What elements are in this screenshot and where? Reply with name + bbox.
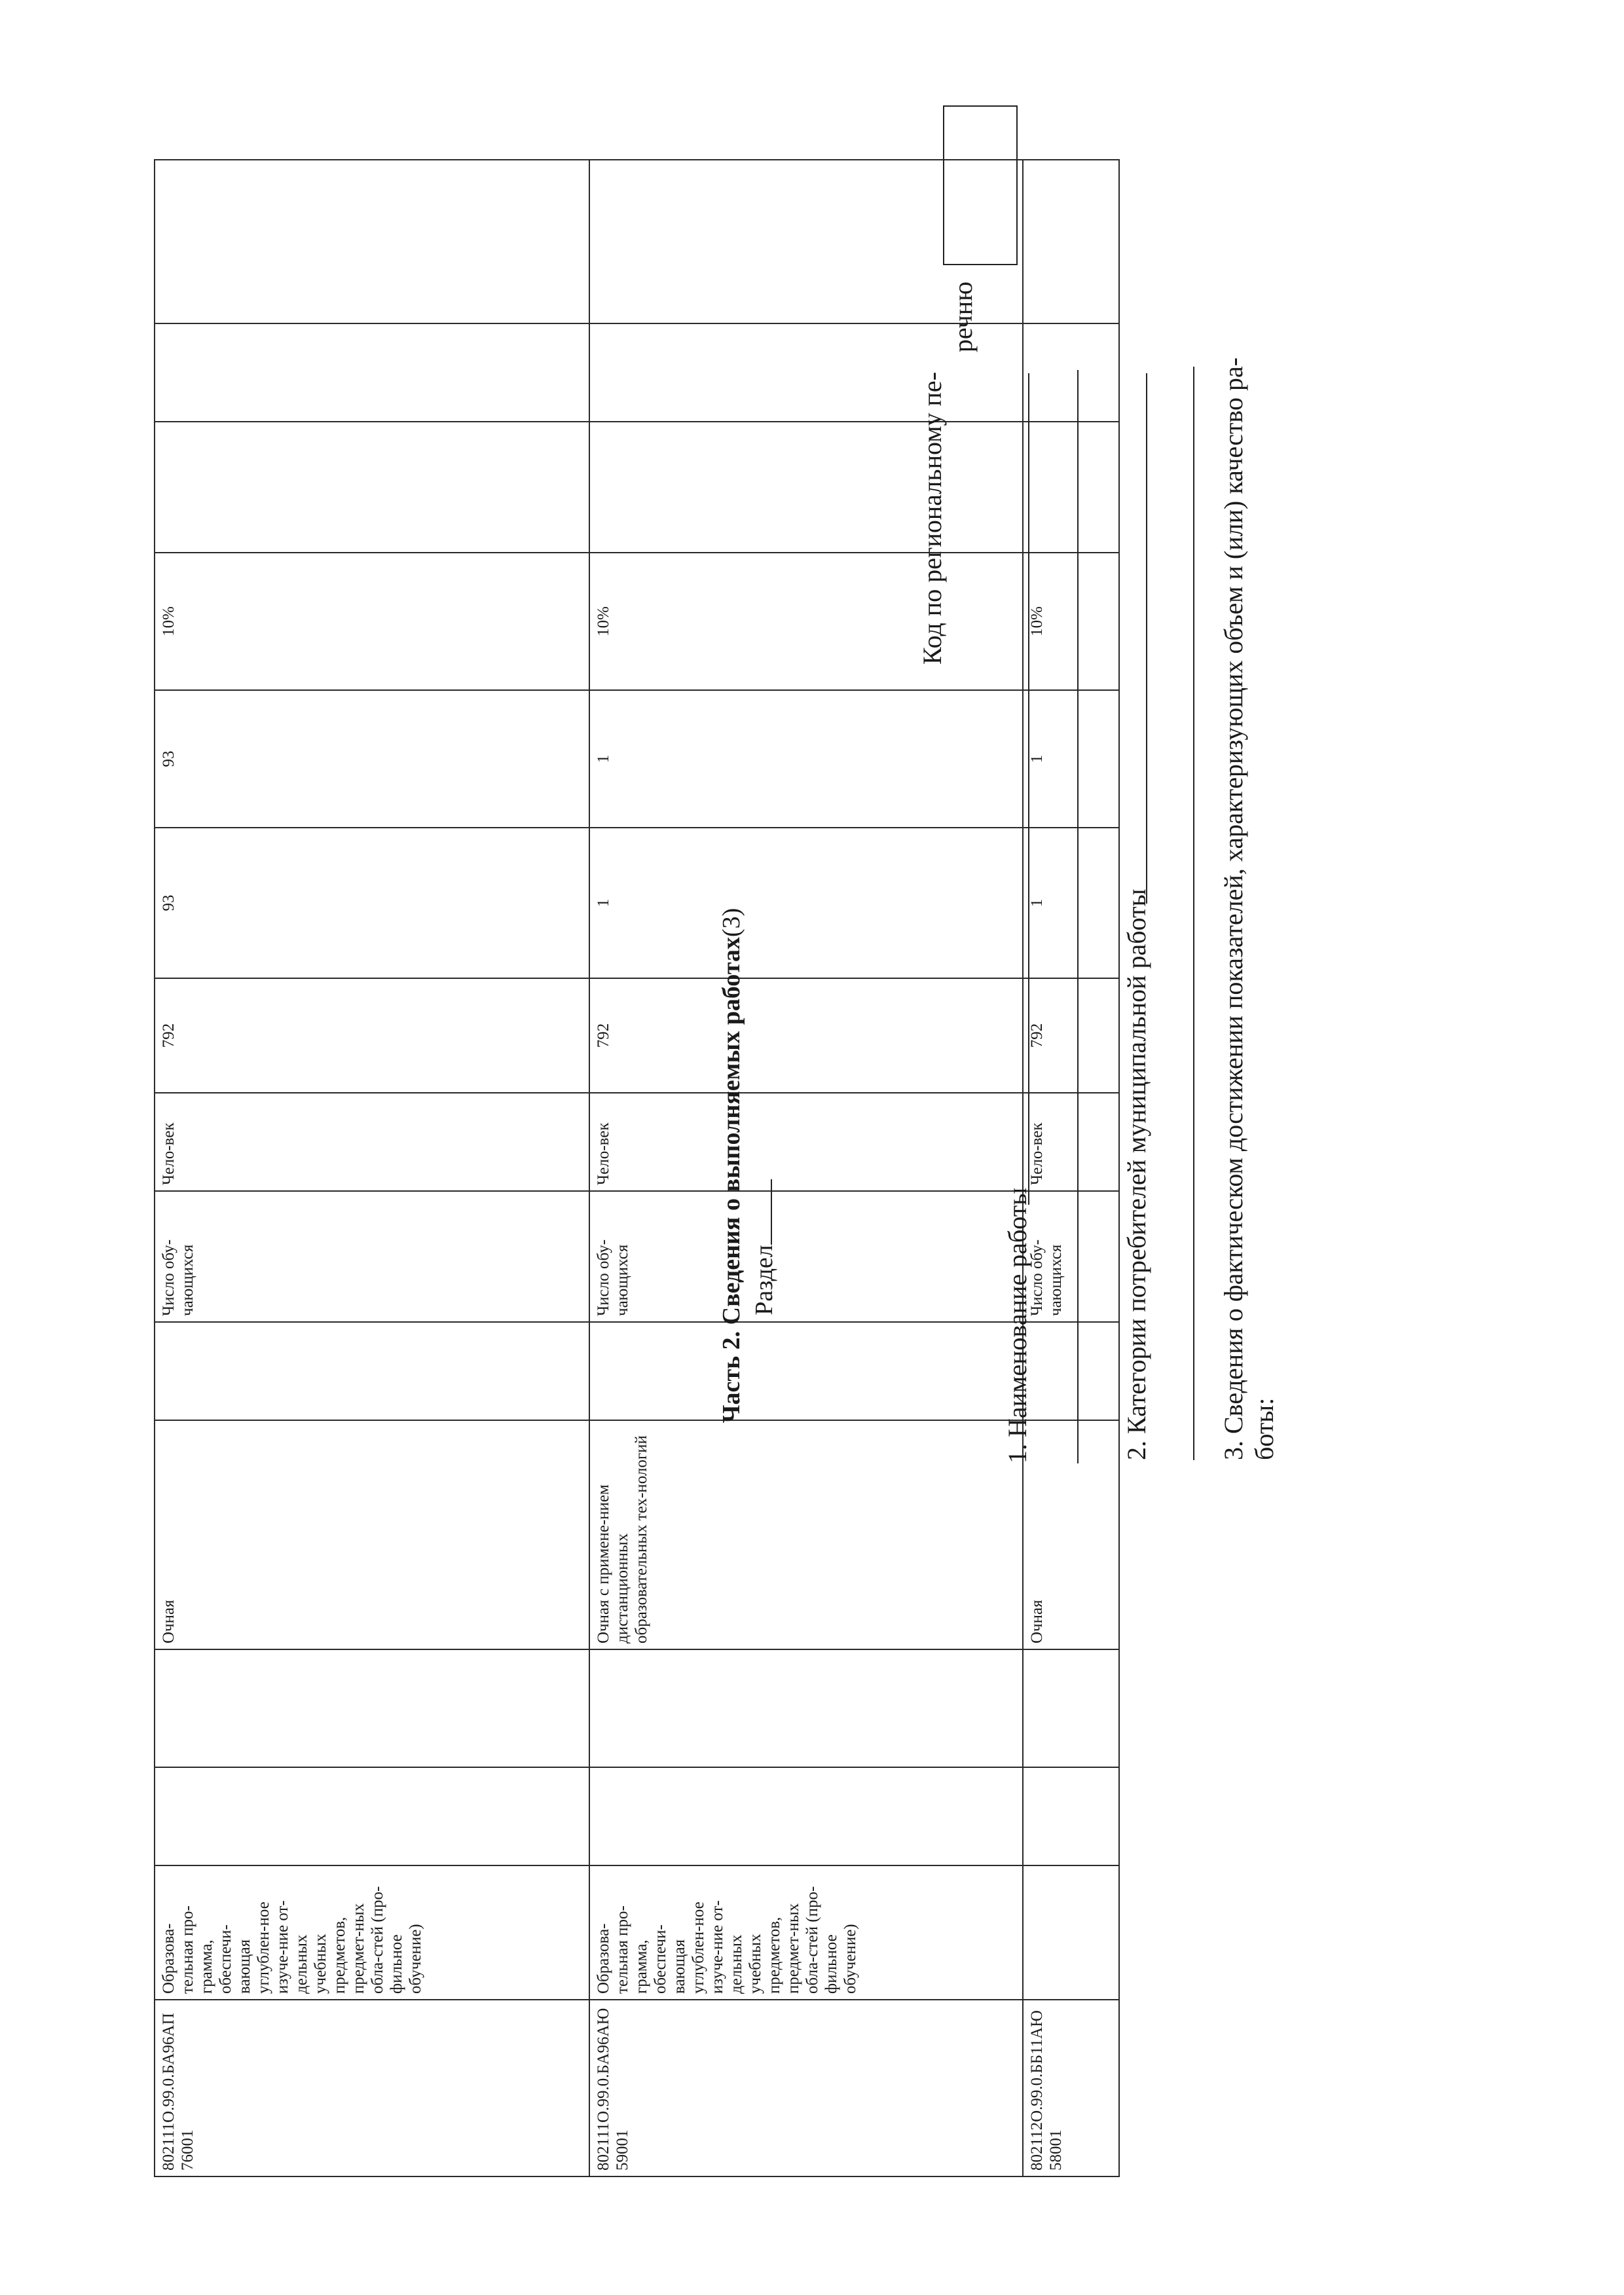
empty-cell xyxy=(155,1322,589,1420)
okei-code-cell: 792 xyxy=(1023,978,1119,1093)
allowed-deviation-cell: 10% xyxy=(155,553,589,690)
registry-code-cell: 802111О.99.0.БА96АЮ59001 xyxy=(589,2000,1023,2176)
empty-cell xyxy=(1023,1649,1119,1767)
section3-line2: боты: xyxy=(1249,1397,1279,1460)
approved-value-cell: 1 xyxy=(589,828,1023,978)
work-name-input[interactable] xyxy=(1028,373,1029,1205)
work-name-extra-line xyxy=(1077,370,1079,1463)
approved-value-cell: 1 xyxy=(1023,828,1119,978)
empty-cell xyxy=(589,1322,1023,1420)
okei-code-cell: 792 xyxy=(155,978,589,1093)
table-row xyxy=(155,160,589,2176)
indicator-name-cell: Число обу-чающихся xyxy=(155,1191,589,1322)
part-title xyxy=(717,822,746,1509)
program-content-cell: Образова-тельная про-грамма, обеспечи-вающая углублен-ное изуче-ние от-дельных учебных предметов, предмет-ных обла-стей (про-фильное обучение) xyxy=(589,1865,1023,2000)
registry-code-cell: 802112О.99.0.ББ11АЮ58001 xyxy=(1023,2000,1119,2176)
section-number-blank xyxy=(771,1179,772,1245)
empty-cell xyxy=(155,1649,589,1767)
consumer-category-row xyxy=(1121,889,1152,1460)
empty-cell xyxy=(1023,1767,1119,1865)
consumer-category-label: 2. Категории потребителей муниципальной работы xyxy=(1122,889,1151,1460)
actual-value-cell: 1 xyxy=(589,690,1023,828)
consumer-category-input[interactable] xyxy=(1146,373,1147,904)
regional-code-label-line2: речню xyxy=(948,282,978,353)
unit-cell: Чело-век xyxy=(589,1093,1023,1191)
indicator-name-cell: Число обу-чающихся xyxy=(1023,1191,1119,1322)
empty-cell xyxy=(589,1649,1023,1767)
work-name-label: 1. Наименование работы xyxy=(1003,1187,1032,1463)
regional-code-label xyxy=(917,272,978,665)
work-name-row xyxy=(1002,1188,1033,1463)
unit-cell: Чело-век xyxy=(1023,1093,1119,1191)
empty-cell xyxy=(1023,1322,1119,1420)
regional-code-label-line1: Код по региональному пе- xyxy=(917,371,947,665)
table-row xyxy=(1023,160,1119,2176)
empty-cell xyxy=(1023,323,1119,422)
empty-cell xyxy=(155,422,589,553)
empty-cell xyxy=(1023,422,1119,553)
section3-text xyxy=(1218,52,1280,1460)
section3-line1: 3. Сведения о фактическом достижении показателей, характеризующих объем и (или) качество ра- xyxy=(1219,357,1248,1460)
part-title-suffix: (3) xyxy=(718,908,745,937)
empty-cell xyxy=(1023,160,1119,323)
empty-cell xyxy=(589,1767,1023,1865)
section-heading xyxy=(750,1169,779,1326)
part-title-bold: Часть 2. Сведения о выполняемых работах xyxy=(718,937,745,1423)
section-label: Раздел xyxy=(750,1245,778,1315)
indicator-name-cell: Число обу-чающихся xyxy=(589,1191,1023,1322)
empty-cell xyxy=(155,1767,589,1865)
registry-code-cell: 802111О.99.0.БА96АП76001 xyxy=(155,2000,589,2176)
allowed-deviation-cell: 10% xyxy=(589,553,1023,690)
unit-cell: Чело-век xyxy=(155,1093,589,1191)
empty-cell xyxy=(155,160,589,323)
empty-cell xyxy=(155,323,589,422)
actual-value-cell: 1 xyxy=(1023,690,1119,828)
program-content-cell: Образова-тельная про-грамма, обеспечи-вающая углублен-ное изуче-ние от-дельных учебных предметов, предмет-ных обла-стей (про-фильное обучение) xyxy=(155,1865,589,2000)
consumer-category-extra-line xyxy=(1193,367,1194,1460)
actual-value-cell: 93 xyxy=(155,690,589,828)
form-cell: Очная с примене-нием дистанционных образовательных тех-нологий xyxy=(589,1420,1023,1649)
approved-value-cell: 93 xyxy=(155,828,589,978)
form-cell: Очная xyxy=(155,1420,589,1649)
regional-code-box[interactable] xyxy=(943,105,1018,265)
okei-code-cell: 792 xyxy=(589,978,1023,1093)
program-content-cell xyxy=(1023,1865,1119,2000)
form-cell: Очная xyxy=(1023,1420,1119,1649)
allowed-deviation-cell: 10% xyxy=(1023,553,1119,690)
